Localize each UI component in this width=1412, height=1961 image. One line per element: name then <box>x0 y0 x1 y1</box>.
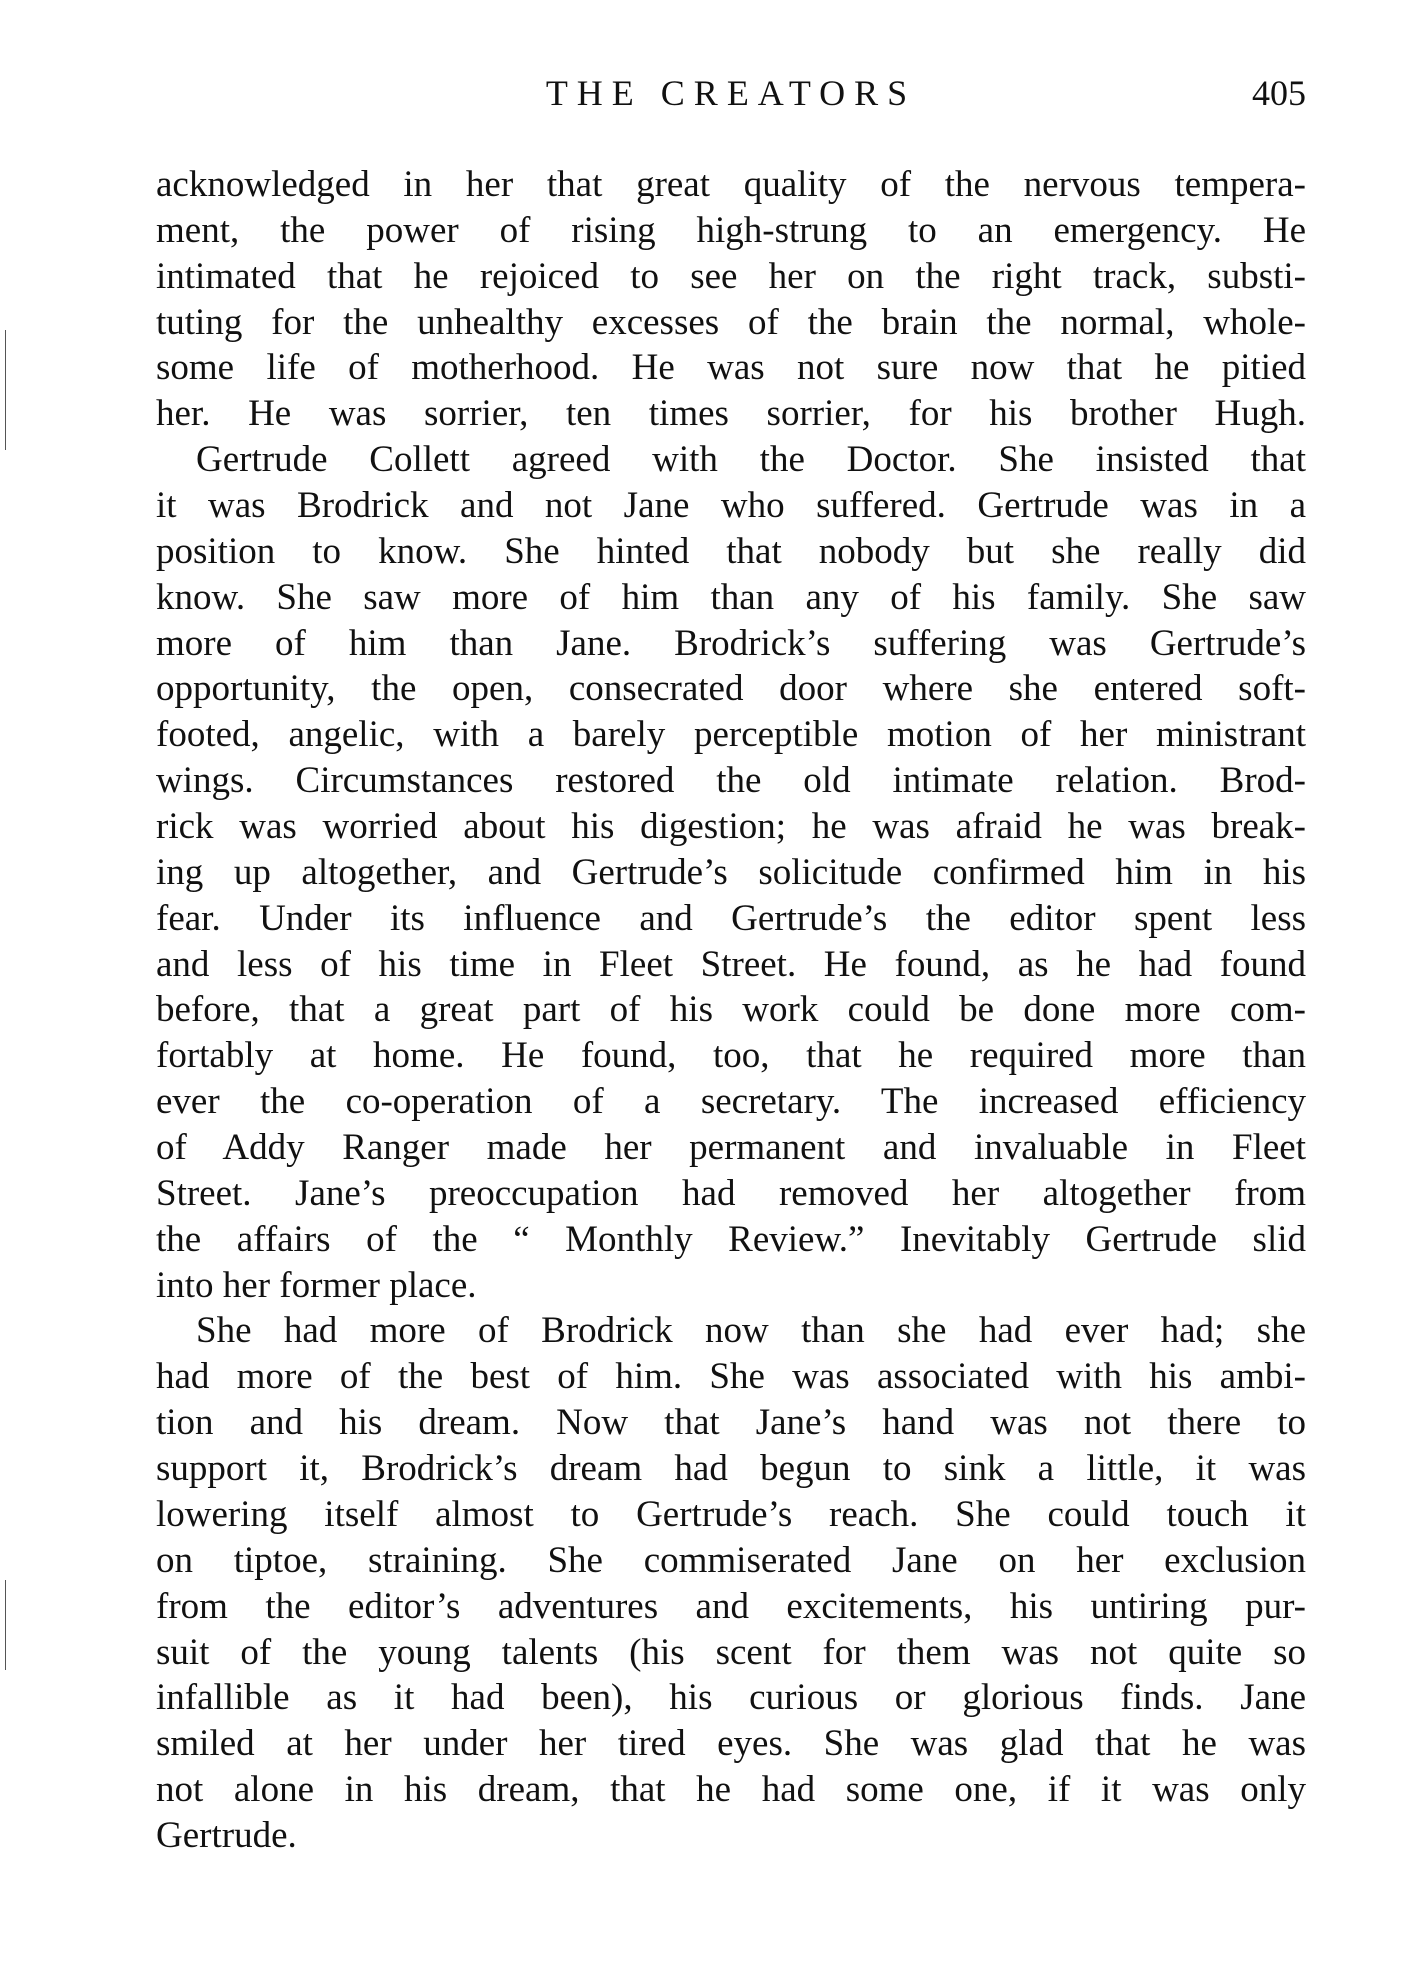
text-line: tion and his dream. Now that Jane’s hand was not there to <box>156 1402 1306 1444</box>
text-line: before, that a great part of his work could be done more com- <box>156 989 1306 1031</box>
text-line: and less of his time in Fleet Street. He found, as he had found <box>156 943 1306 985</box>
text-line: ment, the power of rising high-strung to an emergency. He <box>156 209 1306 251</box>
text-line: the affairs of the “ Monthly Review.” Inevitably Gertrude slid <box>156 1218 1306 1260</box>
text-line: tuting for the unhealthy excesses of the brain the normal, whole- <box>156 301 1306 343</box>
text-line: rick was worried about his digestion; he was afraid he was break- <box>156 806 1306 848</box>
text-line: position to know. She hinted that nobody but she really did <box>156 530 1306 572</box>
text-line: more of him than Jane. Brodrick’s suffering was Gertrude’s <box>156 622 1306 664</box>
text-line: it was Brodrick and not Jane who suffered. Gertrude was in a <box>156 485 1306 527</box>
text-line: fortably at home. He found, too, that he required more than <box>156 1035 1306 1077</box>
text-line: support it, Brodrick’s dream had begun to sink a little, it was <box>156 1448 1306 1490</box>
text-line: infallible as it had been), his curious or glorious finds. Jane <box>156 1677 1306 1719</box>
text-line: fear. Under its influence and Gertrude’s the editor spent less <box>156 897 1306 939</box>
text-line: had more of the best of him. She was associated with his ambi- <box>156 1356 1306 1398</box>
page-number: 405 <box>1252 73 1306 113</box>
scan-margin-mark <box>5 330 6 450</box>
text-line: of Addy Ranger made her permanent and invaluable in Fleet <box>156 1127 1306 1169</box>
text-line: acknowledged in her that great quality of the nervous tempera- <box>156 164 1306 205</box>
text-line: on tiptoe, straining. She commiserated Jane on her exclusion <box>156 1539 1306 1581</box>
text-line: She had more of Brodrick now than she had ever had; she <box>196 1310 1306 1352</box>
body-text <box>156 162 1306 1859</box>
text-line: her. He was sorrier, ten times sorrier, for his brother Hugh. <box>156 393 1306 435</box>
text-line: suit of the young talents (his scent for them was not quite so <box>156 1631 1306 1673</box>
text-line: Street. Jane’s preoccupation had removed her altogether from <box>156 1172 1306 1214</box>
page-header <box>156 72 1306 122</box>
text-line: into her former place. <box>156 1264 477 1306</box>
text-line: footed, angelic, with a barely perceptible motion of her ministrant <box>156 714 1306 756</box>
text-line: from the editor’s adventures and excitements, his untiring pur- <box>156 1585 1306 1627</box>
text-line: wings. Circumstances restored the old intimate relation. Brod- <box>156 760 1306 802</box>
text-line: Gertrude Collett agreed with the Doctor. She insisted that <box>196 439 1306 481</box>
text-line: Gertrude. <box>156 1814 297 1856</box>
text-line: some life of motherhood. He was not sure now that he pitied <box>156 347 1306 389</box>
text-line: ever the co-operation of a secretary. The increased efficiency <box>156 1081 1306 1123</box>
text-line: not alone in his dream, that he had some one, if it was only <box>156 1769 1306 1811</box>
running-title: THE CREATORS <box>545 73 917 113</box>
text-line: intimated that he rejoiced to see her on the right track, substi- <box>156 255 1306 297</box>
text-line: smiled at her under her tired eyes. She was glad that he was <box>156 1723 1306 1765</box>
text-line: opportunity, the open, consecrated door where she entered soft- <box>156 668 1306 710</box>
text-line: know. She saw more of him than any of his family. She saw <box>156 576 1306 618</box>
scan-margin-mark <box>5 1580 6 1670</box>
text-line: ing up altogether, and Gertrude’s solicitude confirmed him in his <box>156 851 1306 893</box>
text-line: lowering itself almost to Gertrude’s reach. She could touch it <box>156 1493 1306 1535</box>
